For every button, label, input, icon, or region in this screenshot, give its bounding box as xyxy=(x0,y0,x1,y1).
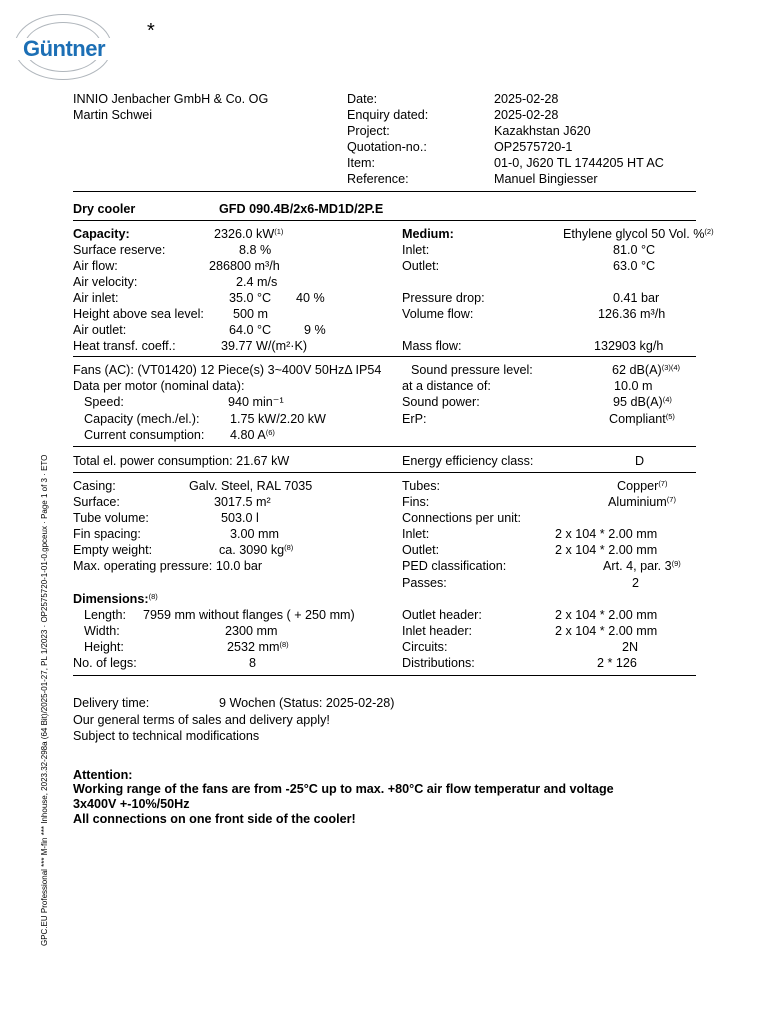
capacity-value: 2326.0 $kW^{(1)}$ xyxy=(214,227,284,241)
asterisk-mark: * xyxy=(147,20,155,42)
fin-spacing-value: 3.00 mm xyxy=(230,527,279,541)
efficiency-value: D xyxy=(635,454,645,468)
speed-value: 940 min⁻¹ xyxy=(228,395,284,409)
passes-value: 2 xyxy=(632,576,640,590)
meta-label: Item: xyxy=(347,156,375,170)
empty-weight-value: ca. 3090 $kg^{(8)}$ xyxy=(219,543,294,557)
attention-line-1: Working range of the fans are from -25°C up to max. +80°C air flow temperatur and voltage xyxy=(73,782,614,796)
ped-label: PED classification: xyxy=(402,559,507,573)
air-outlet-humidity: 9 % xyxy=(304,323,326,337)
mass-flow-label: Mass flow: xyxy=(402,339,462,353)
erp-label: ErP: xyxy=(402,412,427,426)
pressure-drop-value: 0.41 bar xyxy=(613,291,660,305)
connections-label: Connections per unit: xyxy=(402,511,522,525)
current-value: 4.80 $A^{(6)}$ xyxy=(230,428,275,442)
pressure-drop-label: Pressure drop: xyxy=(402,291,485,305)
terms-text: Our general terms of sales and delivery apply! xyxy=(73,713,330,727)
surface-value: 3017.5 m² xyxy=(214,495,271,509)
divider xyxy=(73,191,696,192)
fan-capacity-label: Capacity (mech./el.): xyxy=(84,412,200,426)
sidebar-document-info: GPC.EU Professional *** M-fin *** Inhouse, 2023.32-298a (64 Bit)/2025-01-27, PL 1/2023 · OP2575720-1-01-0.gpceux · Page 1 of 3 · ETO xyxy=(40,454,49,946)
casing-label: Casing: xyxy=(73,479,116,493)
meta-label: Date: xyxy=(347,92,378,106)
product-model: GFD 090.4B/2x6-MD1D/2P.E xyxy=(219,202,384,216)
divider xyxy=(73,675,696,676)
distributions-label: Distributions: xyxy=(402,656,475,670)
ped-value: Art. 4, par. 3$^{(9)}$ xyxy=(603,559,681,573)
width-label: Width: xyxy=(84,624,120,638)
distance-value: 10.0 m xyxy=(614,379,653,393)
air-inlet-label: Air inlet: xyxy=(73,291,119,305)
meta-label: Project: xyxy=(347,124,390,138)
data-per-motor: Data per motor (nominal data): xyxy=(73,379,245,393)
guentner-logo xyxy=(14,14,114,82)
width-value: 2300 mm xyxy=(225,624,278,638)
air-outlet-value: 64.0 °C xyxy=(229,323,272,337)
medium-value: Ethylene glycol 50 Vol. %$^{(2)}$ xyxy=(563,227,714,241)
inlet-value: 81.0 °C xyxy=(613,243,656,257)
meta-value: Kazakhstan J620 xyxy=(494,124,591,138)
speed-label: Speed: xyxy=(84,395,124,409)
delivery-label: Delivery time: xyxy=(73,696,150,710)
tube-volume-label: Tube volume: xyxy=(73,511,149,525)
fans-line: Fans (AC): (VT01420) 12 Piece(s) 3~400V 50HzΔ IP54 xyxy=(73,363,382,377)
max-pressure-line: Max. operating pressure: 10.0 bar xyxy=(73,559,263,573)
fins-label: Fins: xyxy=(402,495,430,509)
surface-reserve-value: 8.8 % xyxy=(239,243,272,257)
divider xyxy=(73,220,696,221)
air-velocity-value: 2.4 m/s xyxy=(236,275,278,289)
empty-weight-label: Empty weight: xyxy=(73,543,153,557)
logo-text: Güntner xyxy=(22,36,106,61)
attention-title: Attention: xyxy=(73,768,133,782)
htc-label: Heat transf. coeff.: xyxy=(73,339,176,353)
customer-company: INNIO Jenbacher GmbH & Co. OG xyxy=(73,92,269,106)
delivery-value: 9 Wochen (Status: 2025-02-28) xyxy=(219,696,395,710)
customer-contact: Martin Schwei xyxy=(73,108,153,122)
tubes-value: Copper$^{(7)}$ xyxy=(617,479,668,493)
air-outlet-label: Air outlet: xyxy=(73,323,127,337)
meta-value: OP2575720-1 xyxy=(494,140,573,154)
height-dim-label: Height: xyxy=(84,640,124,654)
meta-label: Reference: xyxy=(347,172,409,186)
outlet-value: 63.0 °C xyxy=(613,259,656,273)
modifications-text: Subject to technical modifications xyxy=(73,729,260,743)
outlet-label: Outlet: xyxy=(402,259,440,273)
circuits-label: Circuits: xyxy=(402,640,448,654)
distributions-value: 2 * 126 xyxy=(597,656,637,670)
attention-line-3: All connections on one front side of the cooler! xyxy=(73,812,356,826)
circuits-value: 2N xyxy=(622,640,639,654)
meta-value: 01-0, J620 TL 1744205 HT AC xyxy=(494,156,664,170)
meta-value: 2025-02-28 xyxy=(494,108,559,122)
inlet-header-value: 2 x 104 * 2.00 mm xyxy=(555,624,658,638)
inlet-header-label: Inlet header: xyxy=(402,624,473,638)
surface-label: Surface: xyxy=(73,495,120,509)
attention-line-2: 3x400V +-10%/50Hz xyxy=(73,797,190,811)
length-value: 7959 mm without flanges ( + 250 mm) xyxy=(143,608,355,622)
casing-value: Galv. Steel, RAL 7035 xyxy=(189,479,313,493)
conn-outlet-value: 2 x 104 * 2.00 mm xyxy=(555,543,658,557)
air-inlet-value: 35.0 °C xyxy=(229,291,272,305)
outlet-header-value: 2 x 104 * 2.00 mm xyxy=(555,608,658,622)
tube-volume-value: 503.0 l xyxy=(221,511,259,525)
spl-value: 62 $dB(A)^{(3)(4)}$ xyxy=(612,363,681,377)
height-dim-value: 2532 $mm^{(8)}$ xyxy=(227,640,289,654)
fin-spacing-label: Fin spacing: xyxy=(73,527,141,541)
divider xyxy=(73,446,696,447)
erp-value: Compliant$^{(5)}$ xyxy=(609,412,675,426)
volume-flow-value: 126.36 m³/h xyxy=(598,307,666,321)
passes-label: Passes: xyxy=(402,576,447,590)
sound-power-label: Sound power: xyxy=(402,395,480,409)
air-flow-label: Air flow: xyxy=(73,259,118,273)
meta-value: 2025-02-28 xyxy=(494,92,559,106)
divider xyxy=(73,356,696,357)
height-label: Height above sea level: xyxy=(73,307,204,321)
conn-inlet-label: Inlet: xyxy=(402,527,430,541)
distance-label: at a distance of: xyxy=(402,379,491,393)
product-label: Dry cooler xyxy=(73,202,136,216)
divider xyxy=(73,472,696,473)
mass-flow-value: 132903 kg/h xyxy=(594,339,664,353)
fan-capacity-value: 1.75 kW/2.20 kW xyxy=(230,412,326,426)
current-label: Current consumption: xyxy=(84,428,205,442)
tubes-label: Tubes: xyxy=(402,479,441,493)
outlet-header-label: Outlet header: xyxy=(402,608,482,622)
legs-value: 8 xyxy=(249,656,257,670)
conn-outlet-label: Outlet: xyxy=(402,543,440,557)
height-value: 500 m xyxy=(233,307,269,321)
spl-label: Sound pressure level: xyxy=(411,363,533,377)
air-flow-value: 286800 m³/h xyxy=(209,259,280,273)
sound-power-value: 95 $dB(A)^{(4)}$ xyxy=(613,395,672,409)
volume-flow-label: Volume flow: xyxy=(402,307,474,321)
meta-label: Enquiry dated: xyxy=(347,108,429,122)
capacity-label: Capacity: xyxy=(73,227,130,241)
htc-value: 39.77 W/(m²·K) xyxy=(221,339,308,353)
legs-label: No. of legs: xyxy=(73,656,137,670)
meta-value: Manuel Bingiesser xyxy=(494,172,598,186)
fins-value: Aluminium$^{(7)}$ xyxy=(608,495,676,509)
dimensions-title: Dimensions:$^{(8)}$ xyxy=(73,592,158,606)
medium-label: Medium: xyxy=(402,227,454,241)
total-power-line: Total el. power consumption: 21.67 kW xyxy=(73,454,290,468)
meta-label: Quotation-no.: xyxy=(347,140,427,154)
air-inlet-humidity: 40 % xyxy=(296,291,325,305)
length-label: Length: xyxy=(84,608,127,622)
air-velocity-label: Air velocity: xyxy=(73,275,138,289)
inlet-label: Inlet: xyxy=(402,243,430,257)
efficiency-label: Energy efficiency class: xyxy=(402,454,534,468)
conn-inlet-value: 2 x 104 * 2.00 mm xyxy=(555,527,658,541)
surface-reserve-label: Surface reserve: xyxy=(73,243,166,257)
